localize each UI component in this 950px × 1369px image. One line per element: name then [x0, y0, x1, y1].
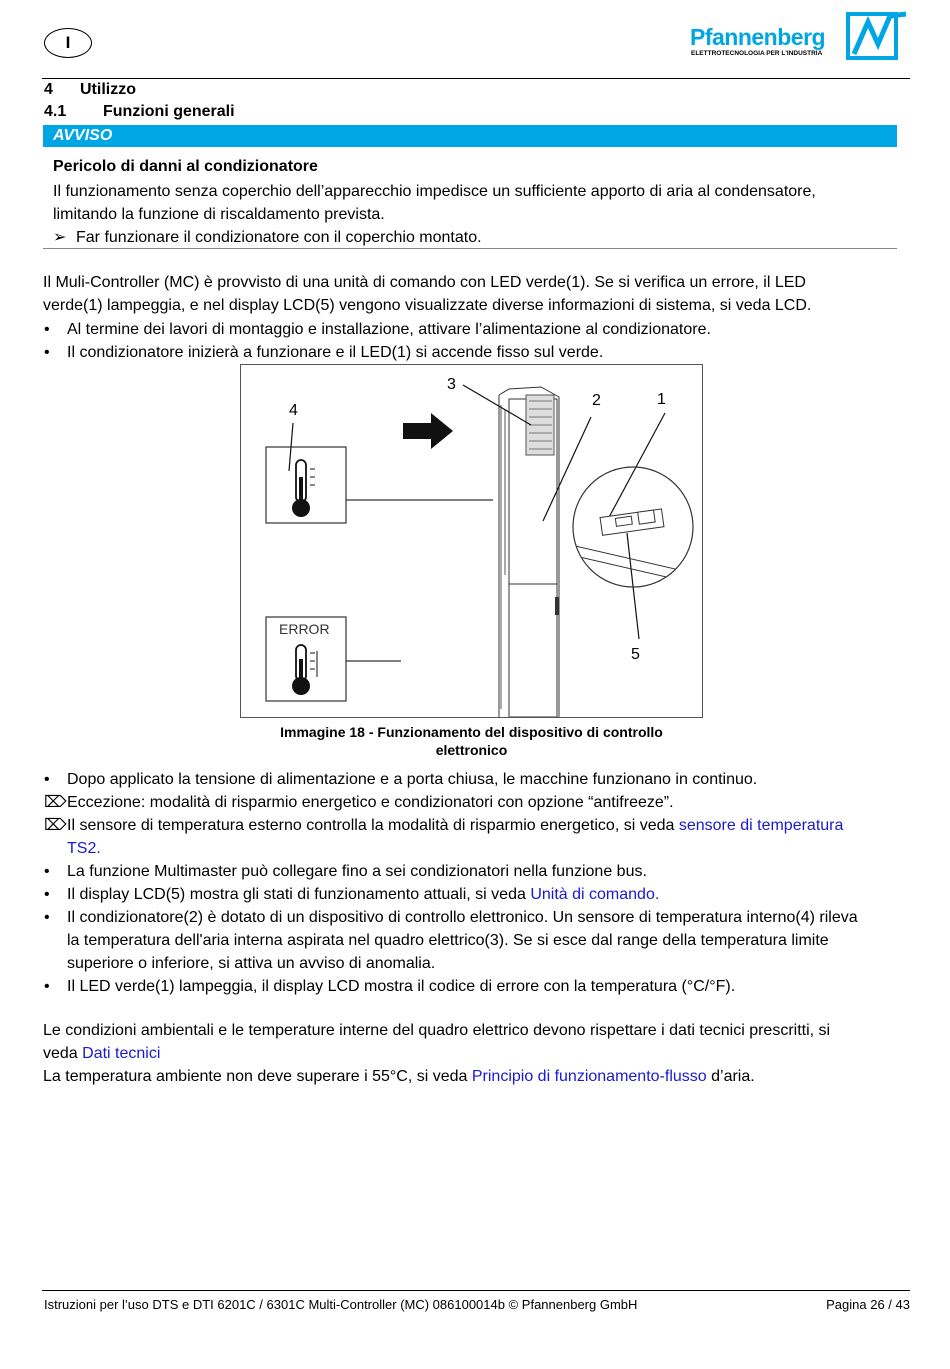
intro-bullet1: Al termine dei lavori di montaggio e installazione, attivare l’alimentazione al condizionatore. — [67, 321, 711, 338]
figure-caption-line1: Immagine 18 - Funzionamento del dispositivo di controllo — [280, 724, 663, 740]
pointing-hand-icon: ⌦ — [44, 817, 67, 834]
figure-label-1: 1 — [657, 391, 666, 408]
closing-line2-text: veda — [43, 1045, 83, 1062]
section-title: Utilizzo — [80, 81, 136, 98]
list-item-5-text: Il display LCD(5) mostra gli stati di funzionamento attuali, si veda — [67, 886, 531, 903]
figure-illustration — [241, 365, 702, 717]
bullet: • — [44, 771, 50, 788]
footer-rule — [42, 1290, 910, 1291]
subsection-title: Funzioni generali — [103, 103, 235, 120]
notice-text-line2: limitando la funzione di riscaldamento prevista. — [53, 206, 385, 223]
bullet: • — [44, 863, 50, 880]
notice-text-line1: Il funzionamento senza coperchio dell’apparecchio impedisce un sufficiente apporto di aria al condensatore, — [53, 183, 816, 200]
footer-page-number: Pagina 26 / 43 — [826, 1297, 910, 1312]
notice-rule — [43, 248, 897, 249]
figure-frame — [240, 364, 703, 718]
link-control-unit[interactable]: Unità di comando. — [530, 886, 660, 903]
intro-bullet2: Il condizionatore inizierà a funzionare e il LED(1) si accende fisso sul verde. — [67, 344, 604, 361]
notice-action: Far funzionare il condizionatore con il coperchio montato. — [76, 229, 482, 246]
list-item-4: La funzione Multimaster può collegare fino a sei condizionatori nella funzione bus. — [67, 863, 647, 880]
list-item-6-line2: la temperatura dell'aria interna aspirata nel quadro elettrico(3). Se si esce dal range della temperatura limite — [67, 932, 829, 949]
closing-line3-text: La temperatura ambiente non deve superare i 55°C, si veda — [43, 1068, 472, 1085]
closing-line2 — [43, 1042, 160, 1065]
list-item-5 — [67, 883, 659, 906]
header-rule — [42, 78, 910, 79]
list-item-2: Eccezione: modalità di risparmio energetico e condizionatori con opzione “antifreeze”. — [67, 794, 674, 811]
list-item-6-line3: superiore o inferiore, si attiva un avviso di anomalia. — [67, 955, 436, 972]
closing-line3-end: d’aria. — [706, 1068, 755, 1085]
list-item-3 — [67, 814, 843, 837]
intro-line1: Il Muli-Controller (MC) è provvisto di una unità di comando con LED verde(1). Se si verifica un errore, il LED — [43, 274, 806, 291]
list-item-7: Il LED verde(1) lampeggia, il display LCD mostra il codice di errore con la temperatura (°C/°F). — [67, 978, 736, 995]
pointing-hand-icon: ⌦ — [44, 794, 67, 811]
notice-bar — [43, 125, 897, 147]
logo-tagline: ELETTROTECNOLOGIA PER L'INDUSTRIA — [691, 50, 823, 57]
error-label: ERROR — [279, 621, 330, 637]
link-ts2[interactable]: TS2. — [67, 840, 101, 857]
figure-label-2: 2 — [592, 392, 601, 409]
link-temperature-sensor[interactable]: sensore di temperatura — [678, 817, 844, 834]
logo-wordmark: Pfannenberg — [690, 24, 826, 50]
bullet: • — [44, 321, 50, 338]
bullet: • — [44, 978, 50, 995]
notice-label: AVVISO — [53, 127, 113, 144]
notice-heading: Pericolo di danni al condizionatore — [53, 158, 318, 175]
footer-document-info: Istruzioni per l’uso DTS e DTI 6201C / 6301C Multi-Controller (MC) 086100014b © Pfannenberg GmbH — [44, 1297, 638, 1312]
section-number: 4 — [44, 81, 53, 98]
bullet: • — [44, 344, 50, 361]
figure-label-3: 3 — [447, 376, 456, 393]
list-item-1: Dopo applicato la tensione di alimentazione e a porta chiusa, le macchine funzionano in continuo. — [67, 771, 758, 788]
notice-arrow-icon: ➢ — [53, 229, 67, 246]
figure-label-5: 5 — [631, 646, 640, 663]
bullet: • — [44, 886, 50, 903]
list-item-6-line1: Il condizionatore(2) è dotato di un dispositivo di controllo elettronico. Un sensore di temperatura interno(4) rileva — [67, 909, 858, 926]
list-item-3-text: Il sensore di temperatura esterno controlla la modalità di risparmio energetico, si veda — [67, 817, 679, 834]
figure-label-4: 4 — [289, 402, 298, 419]
intro-line2: verde(1) lampeggia, e nel display LCD(5) vengono visualizzate diverse informazioni di sistema, si veda LCD. — [43, 297, 812, 314]
figure-caption-line2: elettronico — [435, 742, 508, 758]
closing-line1: Le condizioni ambientali e le temperature interne del quadro elettrico devono rispettare i dati tecnici prescritti, si — [43, 1022, 831, 1039]
closing-line3 — [43, 1065, 755, 1088]
logo-mark-icon — [846, 10, 910, 60]
bullet: • — [44, 909, 50, 926]
link-technical-data[interactable]: Dati tecnici — [82, 1045, 161, 1062]
pfannenberg-logo — [690, 8, 912, 60]
link-airflow-principle[interactable]: Principio di funzionamento-flusso — [471, 1068, 707, 1085]
subsection-number: 4.1 — [44, 103, 67, 120]
language-badge: I — [44, 28, 92, 58]
